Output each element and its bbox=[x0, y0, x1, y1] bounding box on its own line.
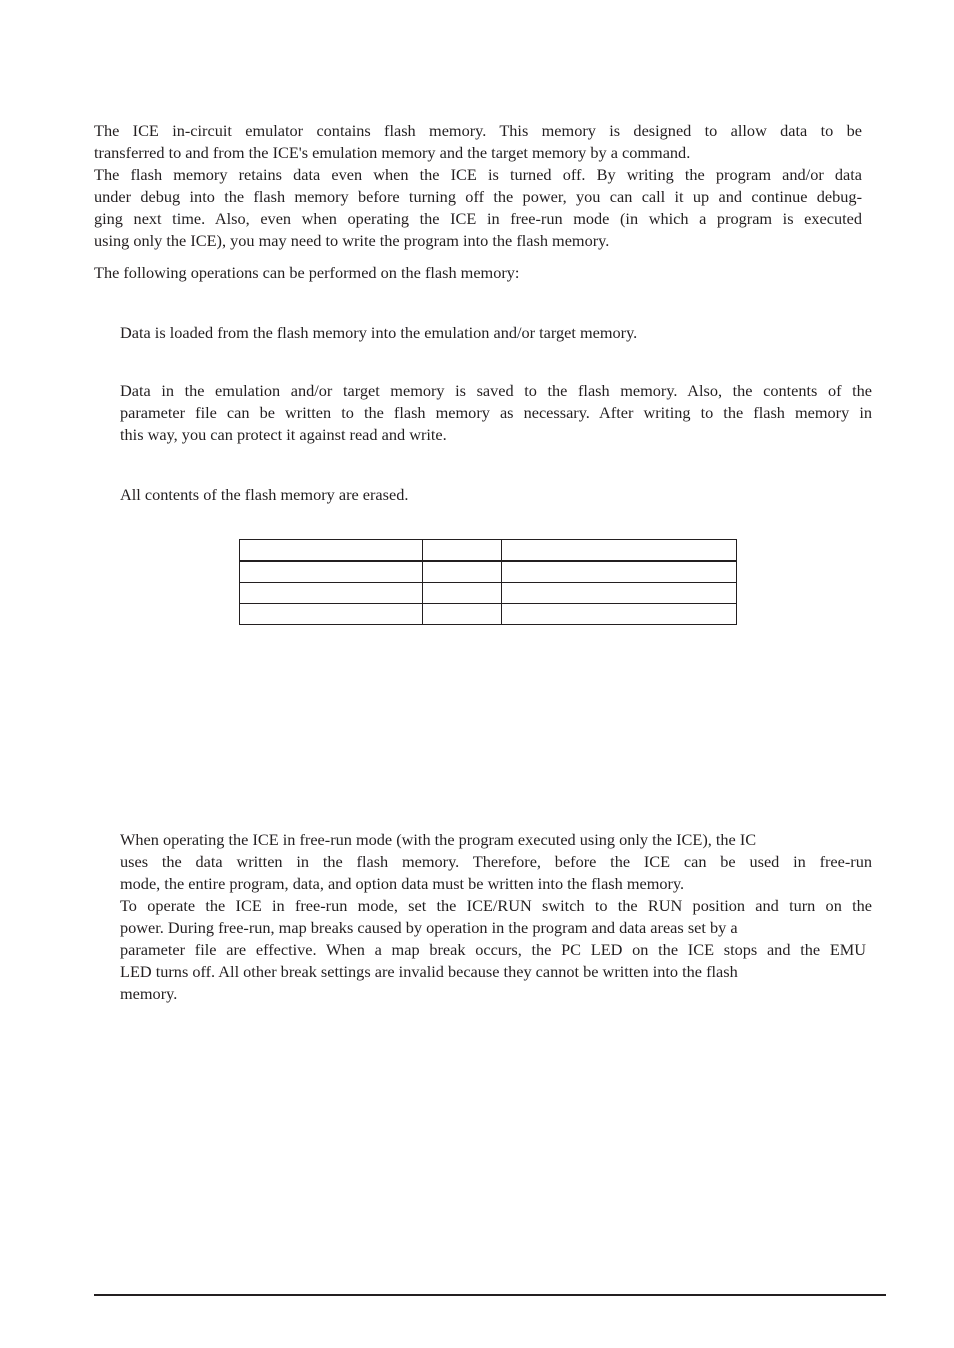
freerun-line: mode, the entire program, data, and option data must be written into the flash memory. bbox=[120, 874, 685, 893]
operations-table bbox=[239, 539, 737, 625]
intro-line: ging next time. Also, even when operating the ICE in free-run mode (in which a program is executed bbox=[94, 209, 862, 228]
save-description-line: Data in the emulation and/or target memory is saved to the flash memory. Also, the contents of the bbox=[120, 381, 872, 400]
operations-intro: The following operations can be performed on the flash memory: bbox=[94, 263, 520, 282]
freerun-line: LED turns off. All other break settings are invalid because they cannot be written into the flash bbox=[120, 962, 738, 981]
load-description: Data is loaded from the flash memory into the emulation and/or target memory. bbox=[120, 323, 638, 342]
freerun-line: To operate the ICE in free-run mode, set the ICE/RUN switch to the RUN position and turn on the bbox=[120, 896, 872, 915]
table-row bbox=[240, 604, 737, 625]
save-description-line: this way, you can protect it against read and write. bbox=[120, 425, 447, 444]
table-row bbox=[240, 561, 737, 583]
footer-rule bbox=[94, 1294, 886, 1296]
intro-line: The flash memory retains data even when the ICE is turned off. By writing the program and/or data bbox=[94, 165, 862, 184]
intro-line: The ICE in-circuit emulator contains flash memory. This memory is designed to allow data to be bbox=[94, 121, 862, 140]
intro-line: using only the ICE), you may need to write the program into the flash memory. bbox=[94, 231, 610, 250]
freerun-line: When operating the ICE in free-run mode (with the program executed using only the ICE), the IC bbox=[120, 830, 757, 849]
intro-line: under debug into the flash memory before turning off the power, you can call it up and continue debug- bbox=[94, 187, 862, 206]
freerun-line: uses the data written in the flash memory. Therefore, before the ICE can be used in free-run bbox=[120, 852, 872, 871]
erase-description: All contents of the flash memory are erased. bbox=[120, 485, 409, 504]
freerun-line: power. During free-run, map breaks caused by operation in the program and data areas set by a bbox=[120, 918, 738, 937]
table-header-row bbox=[240, 540, 737, 562]
intro-line: transferred to and from the ICE's emulation memory and the target memory by a command. bbox=[94, 143, 691, 162]
freerun-line: memory. bbox=[120, 984, 178, 1003]
save-description-line: parameter file can be written to the flash memory as necessary. After writing to the flash memory in bbox=[120, 403, 872, 422]
freerun-line: parameter file are effective. When a map break occurs, the PC LED on the ICE stops and the EMU bbox=[120, 940, 866, 959]
table-row bbox=[240, 583, 737, 604]
